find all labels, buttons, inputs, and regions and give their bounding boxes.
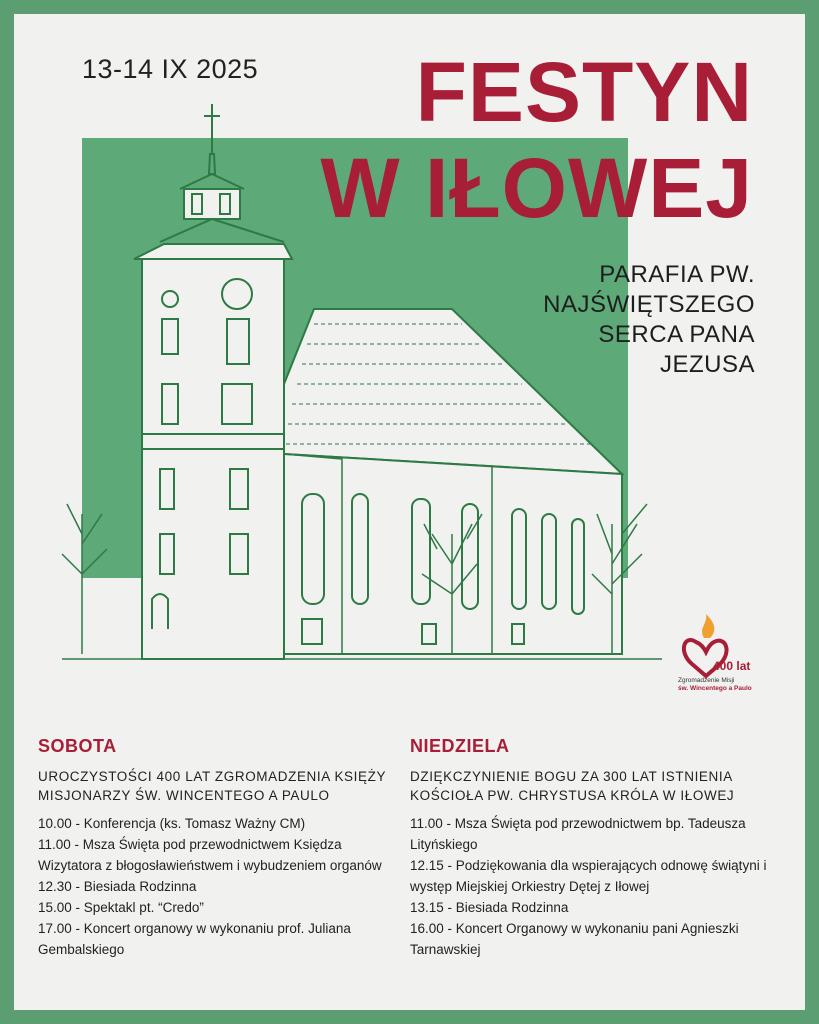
event-title xyxy=(320,44,753,236)
schedule-item: 13.15 - Biesiada Rodzinna xyxy=(410,900,569,915)
parish-line: SERCA PANA xyxy=(598,321,755,348)
parish-name xyxy=(543,260,755,380)
schedule-item: 11.00 - Msza Święta pod przewodnictwem Księdza Wizytatora z błogosławieństwem i wybudzeniem organów xyxy=(38,837,382,873)
event-date: 13-14 IX 2025 xyxy=(82,54,259,84)
parish-line: NAJŚWIĘTSZEGO xyxy=(543,291,755,318)
poster xyxy=(14,14,805,1010)
sunday-column xyxy=(410,736,770,960)
title-line-2: W IŁOWEJ xyxy=(320,141,753,235)
sunday-heading: DZIĘKCZYNIENIE BOGU ZA 300 LAT ISTNIENIA KOŚCIOŁA PW. CHRYSTUSA KRÓLA W IŁOWEJ xyxy=(410,769,735,803)
title-line-1: FESTYN xyxy=(415,45,753,139)
saturday-heading: UROCZYSTOŚCI 400 LAT ZGROMADZENIA KSIĘŻY MISJONARZY ŚW. WINCENTEGO A PAULO xyxy=(38,769,386,803)
logo-text-1: Zgromadzenie Misji xyxy=(678,677,735,684)
saturday-title: SOBOTA xyxy=(38,736,117,756)
parish-line: JEZUSA xyxy=(659,351,755,378)
saturday-column xyxy=(38,736,398,960)
schedule-item: 10.00 - Konferencja (ks. Tomasz Ważny CM) xyxy=(38,816,306,831)
schedule-item: 16.00 - Koncert Organowy w wykonaniu pani Agnieszki Tarnawskiej xyxy=(410,921,739,957)
schedule-item: 12.15 - Podziękowania dla wspierających odnowę świątyni i występ Miejskiej Orkiestry Dętej z Iłowej xyxy=(410,858,767,894)
schedule-item: 11.00 - Msza Święta pod przewodnictwem bp. Tadeusza Lityńskiego xyxy=(410,816,746,852)
sunday-title: NIEDZIELA xyxy=(410,736,510,756)
logo-number: 400 lat xyxy=(713,659,751,673)
parish-line: PARAFIA PW. xyxy=(599,261,755,288)
logo-text-2: św. Wincentego a Paulo xyxy=(678,685,752,692)
schedule-item: 15.00 - Spektakl pt. “Credo” xyxy=(38,900,204,915)
schedule-item: 17.00 - Koncert organowy w wykonaniu prof. Juliana Gembalskiego xyxy=(38,921,351,957)
schedule-item: 12.30 - Biesiada Rodzinna xyxy=(38,879,197,894)
